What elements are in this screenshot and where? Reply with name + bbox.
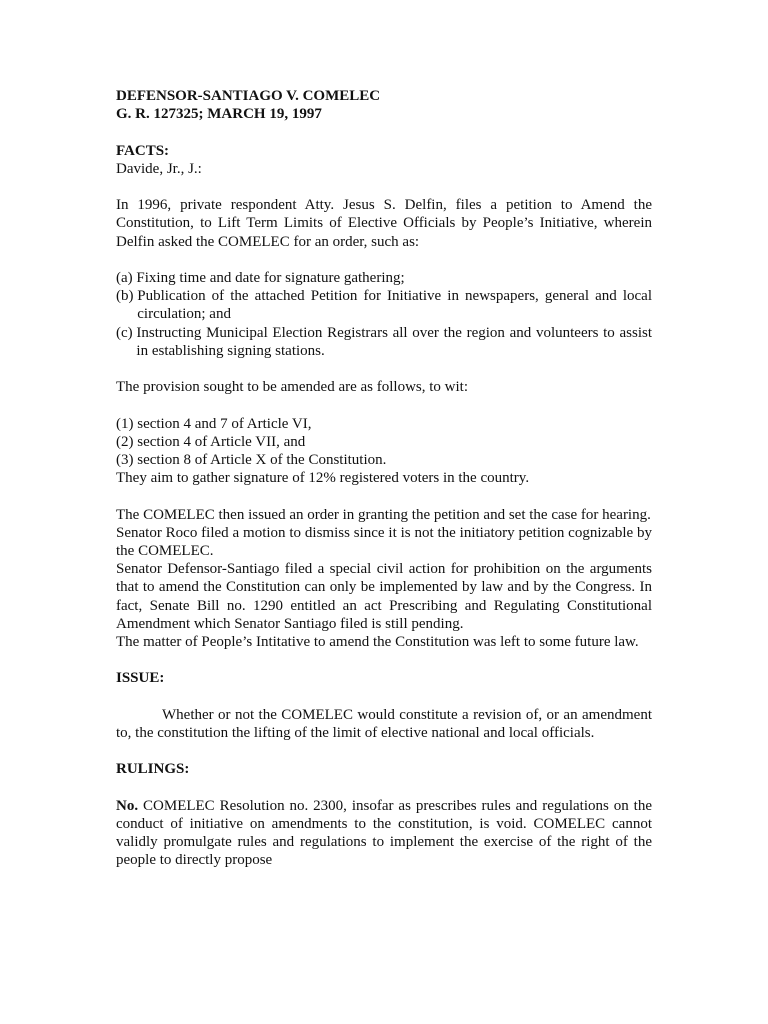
spacer (116, 178, 652, 196)
facts-heading: FACTS: (116, 142, 170, 159)
order-item-c (116, 324, 652, 360)
provision-item: (3) section 8 of Article X of the Constitution. (116, 451, 387, 468)
order-item-b (116, 287, 652, 323)
facts-intro-paragraph: In 1996, private respondent Atty. Jesus S. Delfin, files a petition to Amend the Constitution, to Lift Term Limits of Elective Officials by People’s Initiative, wherein Delfin asked the COMELEC for an order, such as: (116, 197, 652, 250)
order-item-a (116, 269, 652, 287)
facts-paragraph: The matter of People’s Intitative to amend the Constitution was left to some future law. (116, 634, 639, 650)
spacer (116, 688, 652, 706)
facts-paragraph: Senator Defensor-Santiago filed a special civil action for prohibition on the arguments that to amend the Constitution can only be implemented by law and by the Congress. In fact, Senate Bill no. 1290 entitled an act Prescribing and Regulating Constitutional Amendment which Senator Santiago filed is still pending. (116, 561, 652, 632)
order-item-marker: (c) (116, 324, 137, 341)
order-item-text: Fixing time and date for signature gathering; (136, 269, 405, 286)
spacer (116, 396, 652, 414)
ponente: Davide, Jr., J.: (116, 160, 202, 177)
rulings-lead: No. (116, 797, 139, 814)
spacer (116, 251, 652, 269)
provision-item: (1) section 4 and 7 of Article VI, (116, 415, 312, 432)
provision-item: (2) section 4 of Article VII, and (116, 433, 306, 450)
issue-paragraph: Whether or not the COMELEC would constitute a revision of, or an amendment to, the constitution the lifting of the limit of elective national and local officials. (116, 706, 652, 741)
document-body (116, 87, 652, 870)
case-citation: G. R. 127325; MARCH 19, 1997 (116, 106, 322, 123)
issue-heading: ISSUE: (116, 670, 165, 687)
rulings-paragraph (116, 797, 652, 870)
facts-paragraph: Senator Roco filed a motion to dismiss since it is not the initiatory petition cognizable by the COMELEC. (116, 524, 652, 559)
order-item-text: Publication of the attached Petition for Initiative in newspapers, general and local circulation; and (137, 288, 652, 323)
order-item-marker: (a) (116, 269, 137, 286)
spacer (116, 123, 652, 141)
order-item-marker: (b) (116, 288, 138, 305)
case-title: DEFENSOR-SANTIAGO V. COMELEC (116, 88, 381, 104)
order-item-text: Instructing Municipal Election Registrars all over the region and volunteers to assist in establishing signing stations. (136, 324, 652, 359)
spacer (116, 651, 652, 669)
rulings-text: COMELEC Resolution no. 2300, insofar as prescribes rules and regulations on the conduct of initiative on amendments to the constitution, is void. COMELEC cannot validly promulgate rules and regulations to implement the exercise of the right of the people to directly propose (116, 797, 652, 869)
rulings-heading: RULINGS: (116, 761, 190, 778)
spacer (116, 779, 652, 797)
provision-intro: The provision sought to be amended are as follows, to wit: (116, 379, 469, 396)
aim-statement: They aim to gather signature of 12% registered voters in the country. (116, 470, 530, 487)
spacer (116, 487, 652, 505)
spacer (116, 360, 652, 378)
facts-paragraph: The COMELEC then issued an order in granting the petition and set the case for hearing. (116, 506, 651, 523)
spacer (116, 742, 652, 760)
